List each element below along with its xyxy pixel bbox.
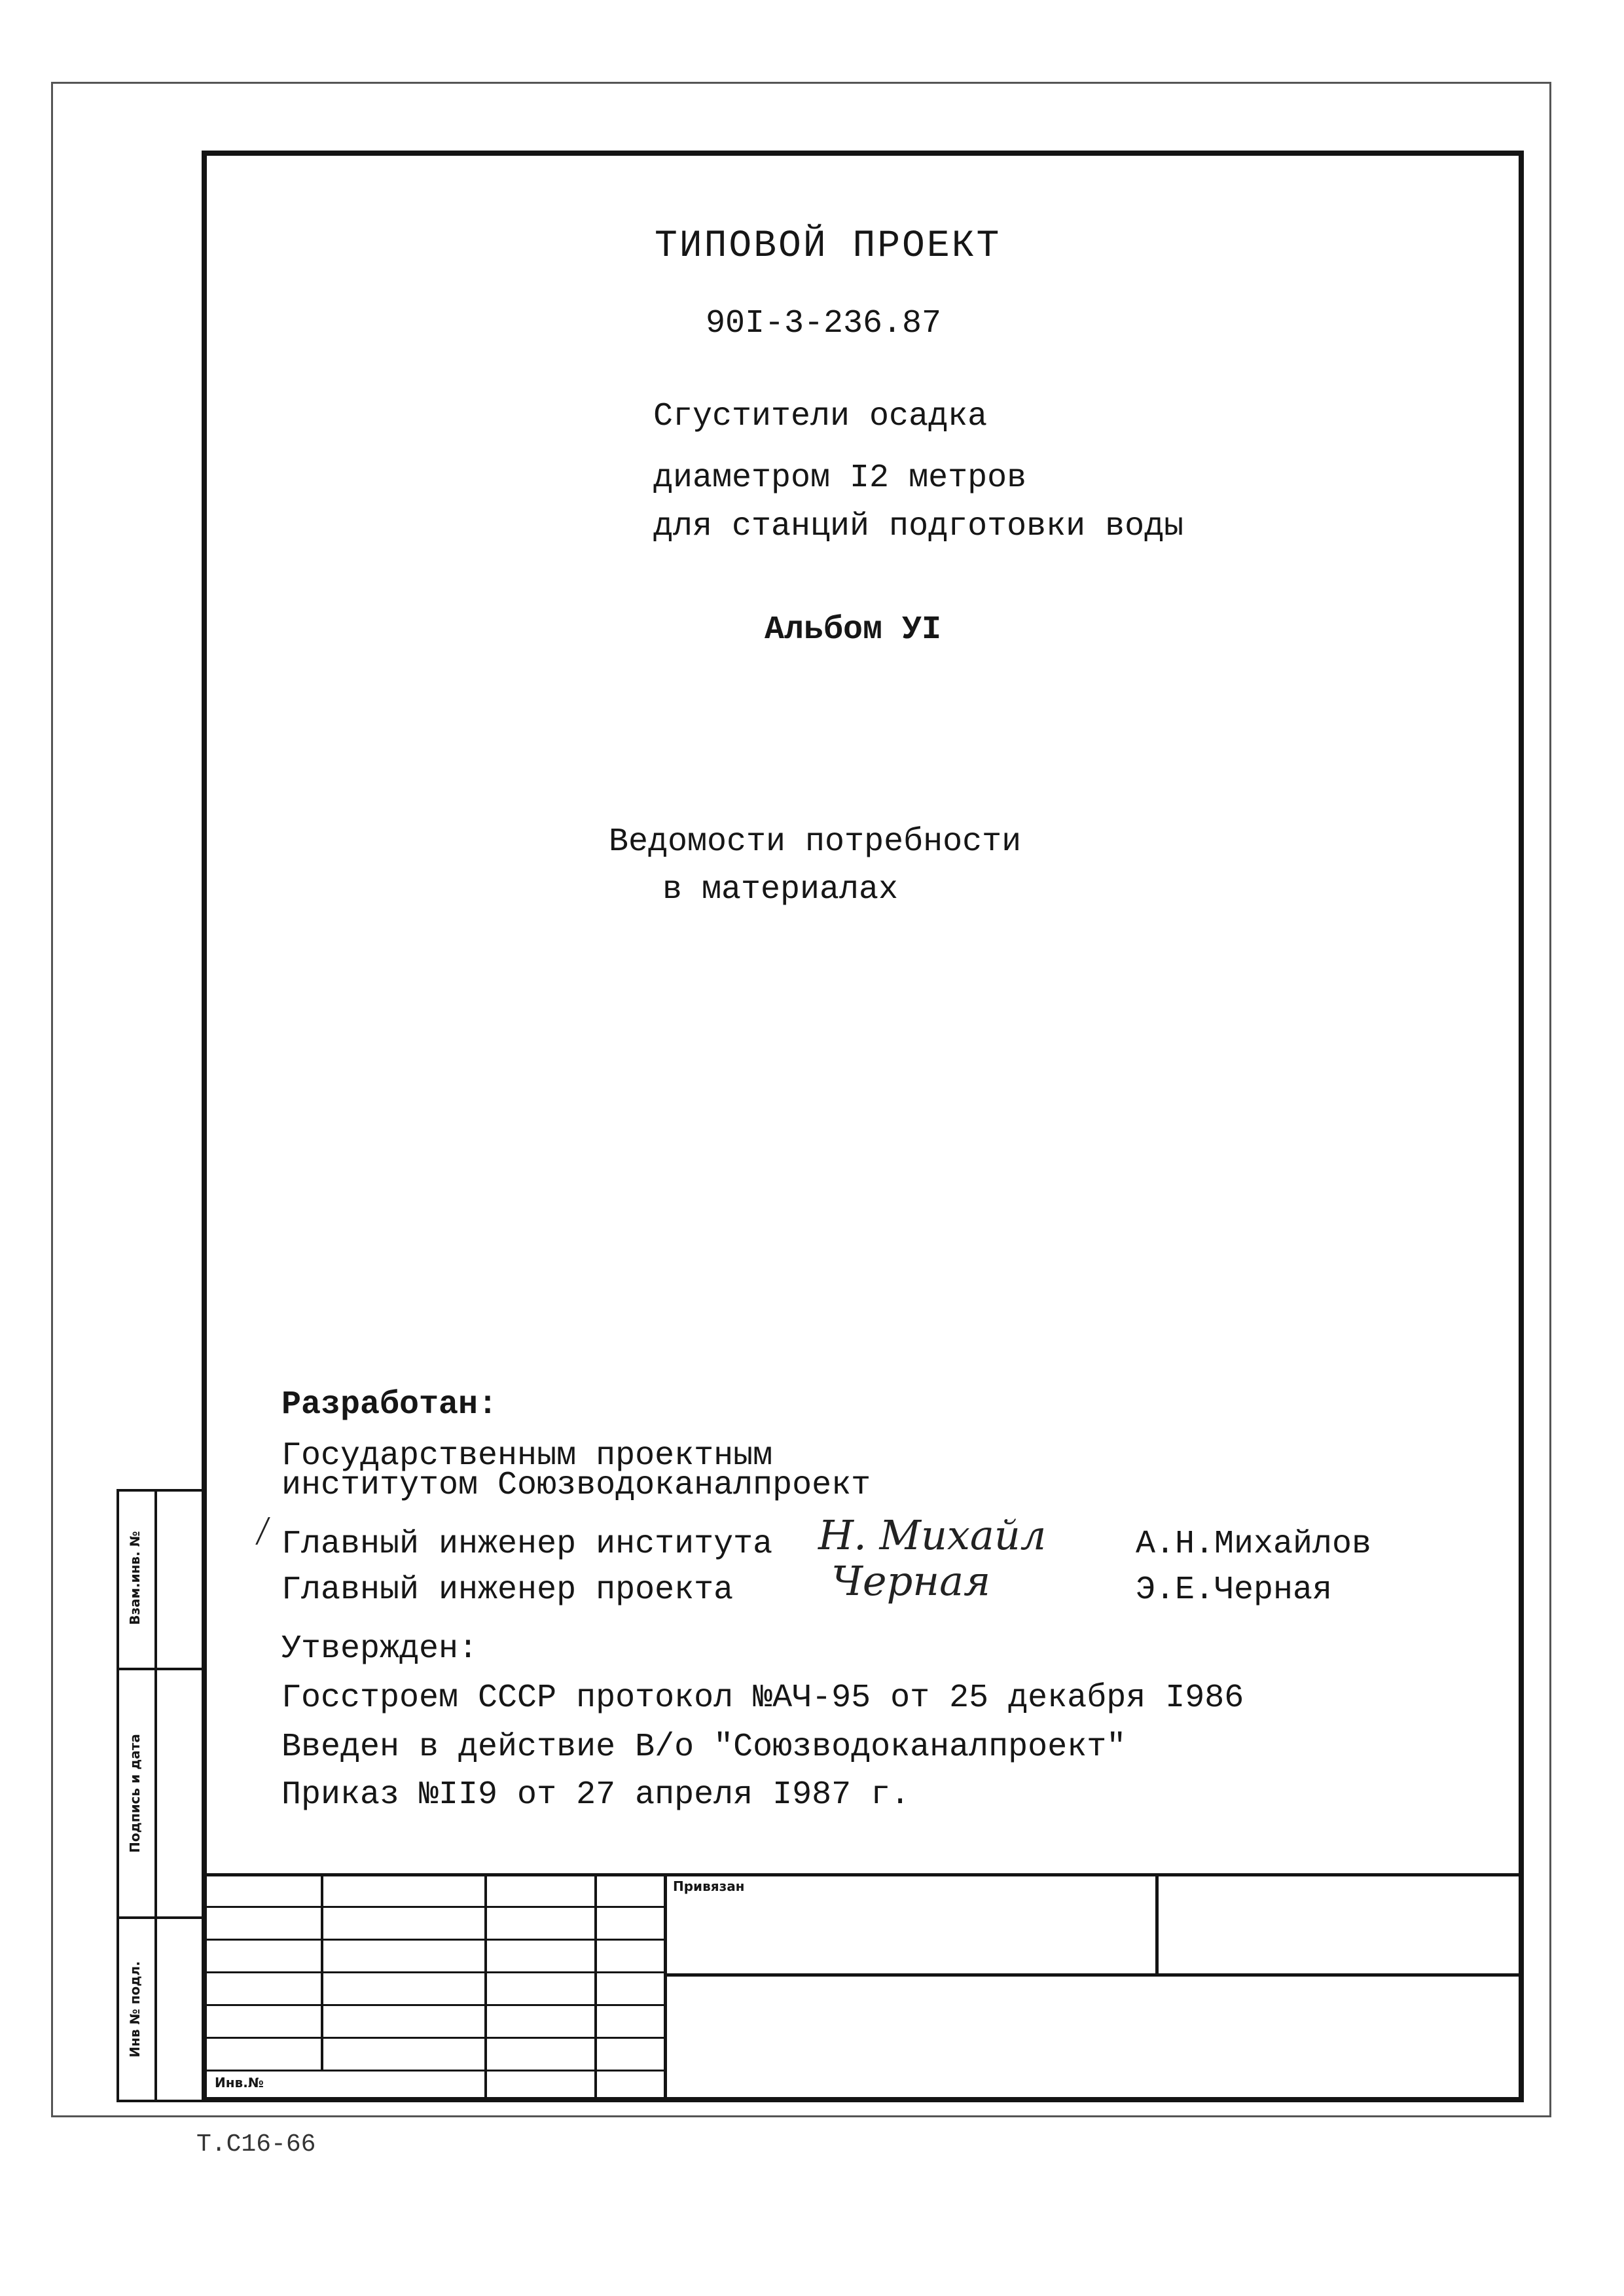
developed-heading: Разработан: (281, 1386, 498, 1424)
subject-line-3: для станций подготовки воды (653, 508, 1184, 545)
subject-line-2: диаметром I2 метров (653, 459, 1027, 497)
side-stamp-row-line (117, 1668, 207, 1670)
subject-line-1: Сгустители осадка (653, 398, 988, 435)
footer-code: Т.С16-66 (196, 2130, 316, 2159)
document-type-title: ТИПОВОЙ ПРОЕКТ (655, 225, 1001, 268)
signatory-name-2: Э.Е.Черная (1136, 1571, 1333, 1609)
contents-line-1: Ведомости потребности (609, 823, 1022, 861)
title-block-col-line (321, 1873, 323, 2070)
title-block-mid-line (665, 1973, 1519, 1977)
podpis-data-label: Подпись и дата (127, 1734, 143, 1853)
side-stamp-col-line (154, 1489, 157, 2102)
title-block-col-line (484, 1873, 487, 2102)
approval-line-3: Приказ №II9 от 27 апреля I987 г. (281, 1776, 911, 1814)
title-block-top-line (207, 1873, 1519, 1876)
inv-no-label: Инв.№ (215, 2075, 264, 2090)
inv-podl-label: Инв № подл. (127, 1961, 143, 2058)
developer-org-line-1: Государственным проектным (281, 1437, 773, 1475)
signature-1: Н. Михайл (818, 1511, 1047, 1559)
title-block-col-line (1155, 1873, 1159, 1975)
approved-heading: Утвержден: (281, 1630, 478, 1668)
signatory-role-2: Главный инженер проекта (281, 1571, 734, 1609)
project-code: 90I-3-236.87 (706, 305, 942, 342)
album-number: Альбом УI (765, 611, 942, 649)
vzam-inv-label: Взам.инв. № (127, 1531, 143, 1625)
contents-line-2: в материалах (662, 871, 899, 908)
approval-line-1: Госстроем СССР протокол №АЧ-95 от 25 декабря I986 (281, 1679, 1244, 1717)
signature-2: Черная (831, 1557, 991, 1605)
developer-org-line-2: институтом Союзводоканалпроект (281, 1467, 871, 1504)
signatory-role-1: Главный инженер института (281, 1526, 773, 1563)
title-block-col-line (664, 1873, 667, 2102)
side-stamp-row-line (117, 1916, 207, 1919)
signatory-name-1: А.Н.Михайлов (1136, 1526, 1372, 1563)
title-block-col-line (594, 1873, 597, 2102)
approval-line-2: Введен в действие В/о "Союзводоканалпроект" (281, 1729, 1127, 1766)
privyazan-label: Привязан (673, 1878, 745, 1894)
